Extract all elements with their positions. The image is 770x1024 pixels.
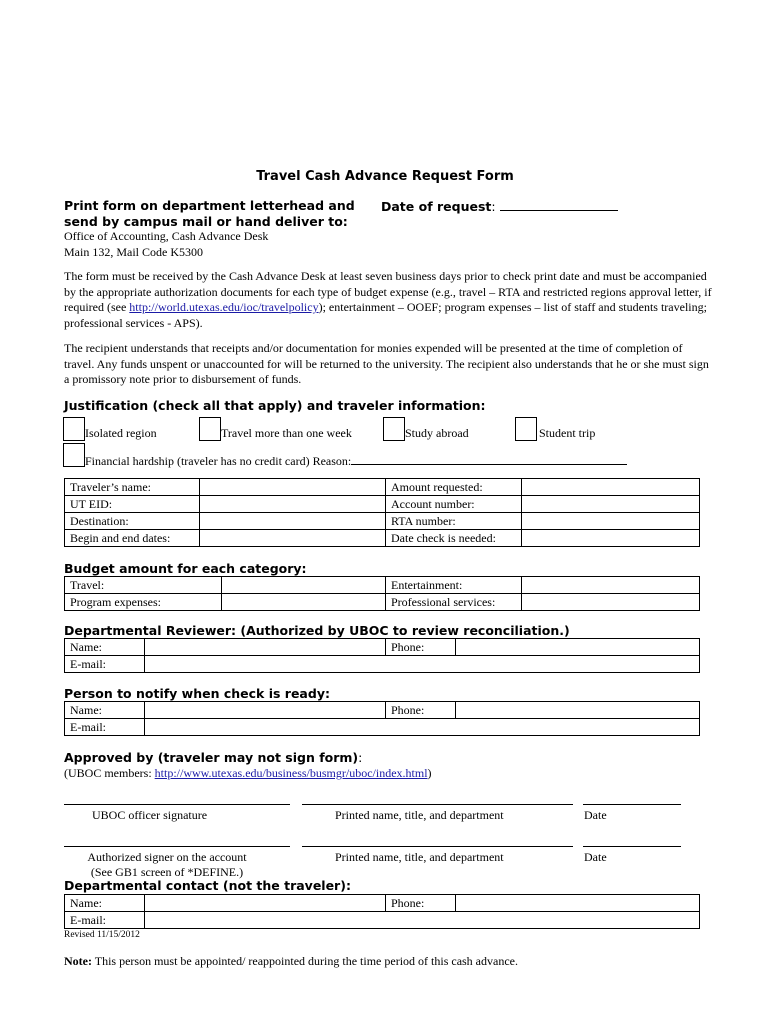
table-cell-label: Professional services: [386,594,522,611]
uboc-members-line: (UBOC members: http://www.utexas.edu/business/busmgr/uboc/index.html) [64,766,432,780]
uboc-officer-signature-line[interactable] [64,804,290,805]
reviewer-table [64,638,700,673]
entertainment-amount-field[interactable] [522,577,700,594]
signer-date-label: Date [584,850,607,864]
table-row [65,594,700,611]
travel-policy-link[interactable]: http://world.utexas.edu/ioc/travelpolicy [129,300,319,314]
uboc-printed-name-label: Printed name, title, and department [335,808,504,822]
note-line: Note: This person must be appointed/ reappointed during the time period of this cash advance. [64,954,518,968]
contact-phone-field[interactable] [456,895,700,912]
date-of-request-field[interactable] [500,198,618,211]
amount-requested-field[interactable] [522,479,700,496]
table-cell-label: Date check is needed: [386,530,522,547]
table-cell-label: Phone: [386,702,456,719]
rta-number-field[interactable] [522,513,700,530]
notify-heading: Person to notify when check is ready: [64,686,330,701]
notify-name-field[interactable] [145,702,386,719]
reviewer-heading: Departmental Reviewer: (Authorized by UBOC to review reconciliation.) [64,623,570,638]
requirements-paragraph: The form must be received by the Cash Advance Desk at least seven business days prior to check print date and must be accompanied by the appropriate authorization documents for each type of budget expense (e.g., travel – RTA and restricted regions approval letter, if required (see http://world.utexas.edu/ioc/travelpolicy); entertainment – OOEF; program expenses – list of staff and students traveling; professional services - APS). [64,269,712,330]
traveler-info-table [64,478,700,547]
reviewer-email-field[interactable] [145,656,700,673]
travel-amount-field[interactable] [222,577,386,594]
financial-hardship-label: Financial hardship (traveler has no credit card) Reason: [85,453,627,469]
table-cell-label: RTA number: [386,513,522,530]
table-cell-label: Amount requested: [386,479,522,496]
table-cell-label: Travel: [65,577,222,594]
travel-more-than-week-checkbox[interactable] [199,417,221,441]
notify-email-field[interactable] [145,719,700,736]
instruction-line-2: send by campus mail or hand deliver to: [64,214,348,229]
travelers-name-field[interactable] [200,479,386,496]
table-cell-label: Name: [65,639,145,656]
table-cell-label: Entertainment: [386,577,522,594]
table-cell-label: Name: [65,702,145,719]
approved-heading: Approved by (traveler may not sign form): [64,750,363,765]
study-abroad-checkbox[interactable] [383,417,405,441]
contact-email-field[interactable] [145,912,700,929]
notify-phone-field[interactable] [456,702,700,719]
address-line-1: Office of Accounting, Cash Advance Desk [64,229,269,243]
destination-field[interactable] [200,513,386,530]
justification-heading: Justification (check all that apply) and traveler information: [64,398,486,413]
table-cell-label: E-mail: [65,912,145,929]
financial-hardship-checkbox[interactable] [63,443,85,467]
table-cell-label: Name: [65,895,145,912]
form-title: Travel Cash Advance Request Form [256,169,514,184]
student-trip-checkbox[interactable] [515,417,537,441]
reviewer-name-field[interactable] [145,639,386,656]
isolated-region-label: Isolated region [85,426,157,440]
ut-eid-field[interactable] [200,496,386,513]
uboc-officer-signature-label: UBOC officer signature [92,808,208,822]
table-cell-label: Phone: [386,639,456,656]
table-row [65,530,700,547]
table-row [65,656,700,673]
professional-services-amount-field[interactable] [522,594,700,611]
travel-more-than-week-label: Travel more than one week [221,426,352,440]
contact-name-field[interactable] [145,895,386,912]
budget-heading: Budget amount for each category: [64,561,307,576]
date-of-request-label: Date of request: [381,198,618,215]
study-abroad-label: Study abroad [405,426,469,440]
uboc-link[interactable]: http://www.utexas.edu/business/busmgr/uboc/index.html [154,766,428,780]
table-row [65,479,700,496]
table-cell-label: Account number: [386,496,522,513]
authorized-signer-line[interactable] [64,846,290,847]
account-number-field[interactable] [522,496,700,513]
uboc-date-label: Date [584,808,607,822]
table-row [65,496,700,513]
table-row [65,912,700,929]
student-trip-label: Student trip [539,426,596,440]
uboc-printed-name-line[interactable] [302,804,573,805]
table-row [65,719,700,736]
signer-date-line[interactable] [583,846,681,847]
contact-heading: Departmental contact (not the traveler): [64,878,351,893]
table-cell-label: E-mail: [65,719,145,736]
begin-end-dates-field[interactable] [200,530,386,547]
contact-table [64,894,700,929]
date-check-needed-field[interactable] [522,530,700,547]
table-cell-label: Destination: [65,513,200,530]
table-row [65,702,700,719]
notify-table [64,701,700,736]
isolated-region-checkbox[interactable] [63,417,85,441]
table-row [65,895,700,912]
program-expenses-amount-field[interactable] [222,594,386,611]
recipient-paragraph: The recipient understands that receipts and/or documentation for monies expended will be presented at the time of completion of travel. Any funds unspent or unaccounted for will be returned to the university. The recipient also understands that he or she must sign a promissory note prior to disbursement of funds. [64,341,709,386]
signer-printed-name-label: Printed name, title, and department [335,850,504,864]
instruction-line-1: Print form on department letterhead and [64,198,355,213]
table-row [65,577,700,594]
table-cell-label: Program expenses: [65,594,222,611]
table-cell-label: E-mail: [65,656,145,673]
reviewer-phone-field[interactable] [456,639,700,656]
budget-table [64,576,700,611]
address-line-2: Main 132, Mail Code K5300 [64,245,203,259]
table-row [65,639,700,656]
revised-date: Revised 11/15/2012 [64,930,140,940]
hardship-reason-field[interactable] [351,453,627,465]
table-cell-label: Phone: [386,895,456,912]
table-row [65,513,700,530]
uboc-date-line[interactable] [583,804,681,805]
signer-printed-name-line[interactable] [302,846,573,847]
table-cell-label: UT EID: [65,496,200,513]
table-cell-label: Traveler’s name: [65,479,200,496]
authorized-signer-label: Authorized signer on the account (See GB1 screen of *DEFINE.) [87,850,247,879]
table-cell-label: Begin and end dates: [65,530,200,547]
